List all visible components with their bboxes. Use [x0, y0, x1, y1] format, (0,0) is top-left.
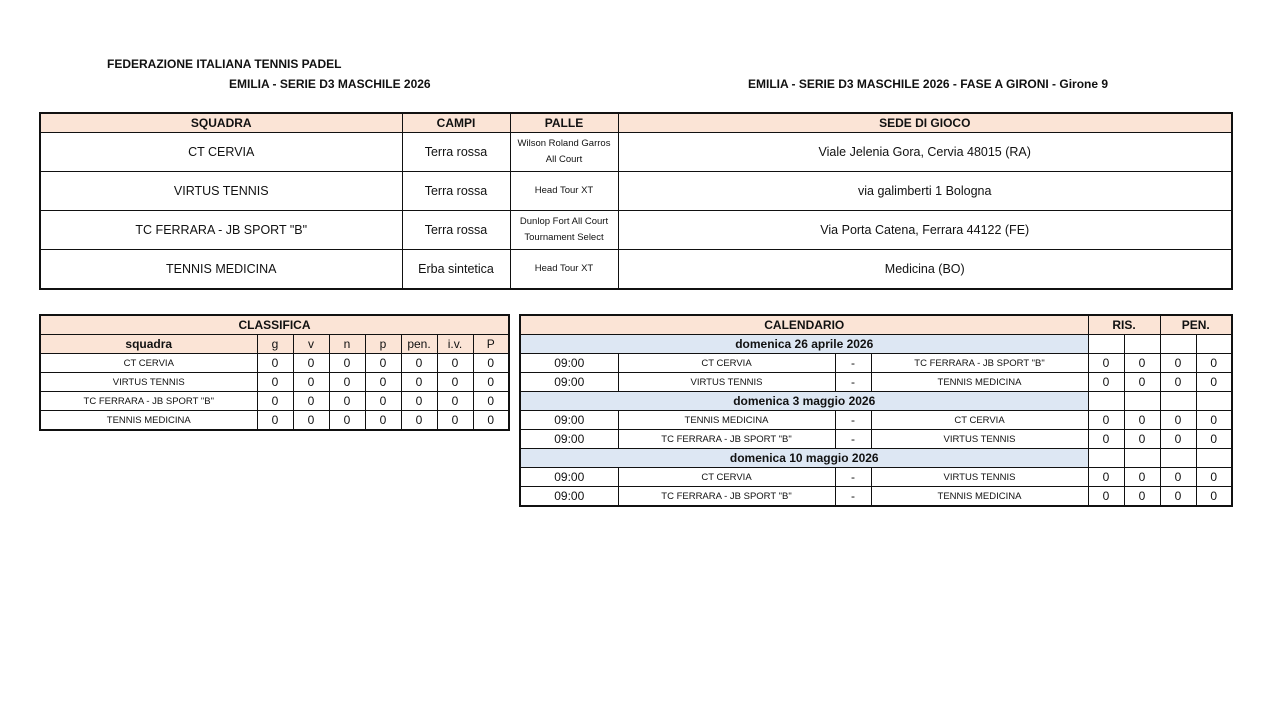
away-team: VIRTUS TENNIS — [871, 468, 1088, 487]
standing-value: 0 — [401, 373, 437, 392]
court-type: Terra rossa — [402, 211, 510, 250]
away-team: VIRTUS TENNIS — [871, 430, 1088, 449]
result-away: 0 — [1124, 487, 1160, 507]
penalty-home: 0 — [1160, 354, 1196, 373]
standing-value: 0 — [293, 411, 329, 431]
standing-value: 0 — [401, 354, 437, 373]
standing-team: TENNIS MEDICINA — [40, 411, 257, 431]
table-row — [40, 250, 1232, 290]
match-separator: - — [835, 411, 871, 430]
standing-value: 0 — [437, 354, 473, 373]
col-iv: i.v. — [437, 335, 473, 354]
result-home: 0 — [1088, 411, 1124, 430]
pen-header: PEN. — [1160, 315, 1232, 335]
team-name: VIRTUS TENNIS — [40, 172, 402, 211]
col-pen: pen. — [401, 335, 437, 354]
table-row — [40, 211, 1232, 250]
table-row — [40, 392, 509, 411]
empty-cell — [1124, 335, 1160, 354]
standing-team: VIRTUS TENNIS — [40, 373, 257, 392]
empty-cell — [1196, 335, 1232, 354]
teams-table — [39, 112, 1233, 290]
penalty-away: 0 — [1196, 487, 1232, 507]
home-team: CT CERVIA — [618, 354, 835, 373]
standing-value: 0 — [437, 373, 473, 392]
match-time: 09:00 — [520, 373, 618, 392]
home-team: VIRTUS TENNIS — [618, 373, 835, 392]
standing-value: 0 — [473, 373, 509, 392]
standing-value: 0 — [401, 411, 437, 431]
empty-cell — [1124, 392, 1160, 411]
court-type: Terra rossa — [402, 133, 510, 172]
penalty-away: 0 — [1196, 411, 1232, 430]
result-away: 0 — [1124, 468, 1160, 487]
standing-value: 0 — [473, 411, 509, 431]
table-row — [40, 354, 509, 373]
match-row — [520, 411, 1232, 430]
match-day-date: domenica 3 maggio 2026 — [520, 392, 1088, 411]
standing-value: 0 — [329, 411, 365, 431]
match-day-date: domenica 26 aprile 2026 — [520, 335, 1088, 354]
empty-cell — [1160, 449, 1196, 468]
match-time: 09:00 — [520, 354, 618, 373]
table-row — [40, 411, 509, 431]
result-home: 0 — [1088, 468, 1124, 487]
penalty-away: 0 — [1196, 468, 1232, 487]
col-squadra: squadra — [40, 335, 257, 354]
empty-cell — [1088, 335, 1124, 354]
ris-header: RIS. — [1088, 315, 1160, 335]
standing-value: 0 — [257, 354, 293, 373]
phase-title: EMILIA - SERIE D3 MASCHILE 2026 - FASE A GIRONI - Girone 9 — [748, 77, 1109, 91]
standing-value: 0 — [257, 373, 293, 392]
empty-cell — [1124, 449, 1160, 468]
empty-cell — [1160, 335, 1196, 354]
away-team: CT CERVIA — [871, 411, 1088, 430]
col-v: v — [293, 335, 329, 354]
penalty-away: 0 — [1196, 354, 1232, 373]
standing-value: 0 — [329, 392, 365, 411]
match-day-date: domenica 10 maggio 2026 — [520, 449, 1088, 468]
standing-value: 0 — [365, 392, 401, 411]
table-row — [40, 172, 1232, 211]
ball-type: Wilson Roland Garros All Court — [510, 133, 618, 172]
match-time: 09:00 — [520, 487, 618, 507]
standing-team: CT CERVIA — [40, 354, 257, 373]
header-squadra: SQUADRA — [40, 113, 402, 133]
calendar-title: CALENDARIO — [520, 315, 1088, 335]
penalty-home: 0 — [1160, 468, 1196, 487]
result-away: 0 — [1124, 354, 1160, 373]
empty-cell — [1088, 392, 1124, 411]
match-row — [520, 430, 1232, 449]
penalty-home: 0 — [1160, 430, 1196, 449]
court-type: Terra rossa — [402, 172, 510, 211]
empty-cell — [1088, 449, 1124, 468]
ball-type: Dunlop Fort All Court Tournament Select — [510, 211, 618, 250]
col-n: n — [329, 335, 365, 354]
result-away: 0 — [1124, 411, 1160, 430]
match-separator: - — [835, 468, 871, 487]
home-team: CT CERVIA — [618, 468, 835, 487]
match-separator: - — [835, 354, 871, 373]
home-team: TC FERRARA - JB SPORT "B" — [618, 487, 835, 507]
match-row — [520, 373, 1232, 392]
penalty-home: 0 — [1160, 487, 1196, 507]
penalty-home: 0 — [1160, 373, 1196, 392]
header-campi: CAMPI — [402, 113, 510, 133]
match-day-row — [520, 449, 1232, 468]
match-row — [520, 468, 1232, 487]
standing-value: 0 — [437, 392, 473, 411]
match-separator: - — [835, 430, 871, 449]
result-home: 0 — [1088, 487, 1124, 507]
away-team: TENNIS MEDICINA — [871, 373, 1088, 392]
match-time: 09:00 — [520, 430, 618, 449]
penalty-home: 0 — [1160, 411, 1196, 430]
header-sede: SEDE DI GIOCO — [618, 113, 1232, 133]
ball-type: Head Tour XT — [510, 172, 618, 211]
col-p: p — [365, 335, 401, 354]
standing-value: 0 — [257, 411, 293, 431]
team-name: TC FERRARA - JB SPORT "B" — [40, 211, 402, 250]
venue: Viale Jelenia Gora, Cervia 48015 (RA) — [618, 133, 1232, 172]
standing-value: 0 — [293, 373, 329, 392]
standing-value: 0 — [473, 392, 509, 411]
col-g: g — [257, 335, 293, 354]
standing-value: 0 — [437, 411, 473, 431]
empty-cell — [1160, 392, 1196, 411]
federation-title: FEDERAZIONE ITALIANA TENNIS PADEL — [107, 57, 342, 71]
result-away: 0 — [1124, 430, 1160, 449]
venue: Medicina (BO) — [618, 250, 1232, 290]
standing-value: 0 — [365, 411, 401, 431]
standings-title: CLASSIFICA — [40, 315, 509, 335]
result-home: 0 — [1088, 430, 1124, 449]
empty-cell — [1196, 449, 1232, 468]
match-time: 09:00 — [520, 411, 618, 430]
standing-value: 0 — [293, 392, 329, 411]
penalty-away: 0 — [1196, 373, 1232, 392]
table-row — [40, 373, 509, 392]
match-row — [520, 487, 1232, 507]
home-team: TENNIS MEDICINA — [618, 411, 835, 430]
standing-value: 0 — [257, 392, 293, 411]
calendar-table — [519, 314, 1233, 507]
team-name: CT CERVIA — [40, 133, 402, 172]
standing-value: 0 — [401, 392, 437, 411]
match-separator: - — [835, 487, 871, 507]
match-row — [520, 354, 1232, 373]
table-row — [40, 133, 1232, 172]
result-away: 0 — [1124, 373, 1160, 392]
standing-value: 0 — [365, 354, 401, 373]
standing-value: 0 — [473, 354, 509, 373]
match-day-row — [520, 335, 1232, 354]
team-name: TENNIS MEDICINA — [40, 250, 402, 290]
standing-value: 0 — [293, 354, 329, 373]
league-title: EMILIA - SERIE D3 MASCHILE 2026 — [229, 77, 431, 91]
standing-value: 0 — [365, 373, 401, 392]
result-home: 0 — [1088, 354, 1124, 373]
match-day-row — [520, 392, 1232, 411]
court-type: Erba sintetica — [402, 250, 510, 290]
col-points: P — [473, 335, 509, 354]
match-time: 09:00 — [520, 468, 618, 487]
standing-value: 0 — [329, 354, 365, 373]
home-team: TC FERRARA - JB SPORT "B" — [618, 430, 835, 449]
empty-cell — [1196, 392, 1232, 411]
standing-team: TC FERRARA - JB SPORT "B" — [40, 392, 257, 411]
result-home: 0 — [1088, 373, 1124, 392]
venue: via galimberti 1 Bologna — [618, 172, 1232, 211]
away-team: TC FERRARA - JB SPORT "B" — [871, 354, 1088, 373]
standings-table — [39, 314, 510, 431]
ball-type: Head Tour XT — [510, 250, 618, 290]
venue: Via Porta Catena, Ferrara 44122 (FE) — [618, 211, 1232, 250]
away-team: TENNIS MEDICINA — [871, 487, 1088, 507]
match-separator: - — [835, 373, 871, 392]
standing-value: 0 — [329, 373, 365, 392]
penalty-away: 0 — [1196, 430, 1232, 449]
header-palle: PALLE — [510, 113, 618, 133]
